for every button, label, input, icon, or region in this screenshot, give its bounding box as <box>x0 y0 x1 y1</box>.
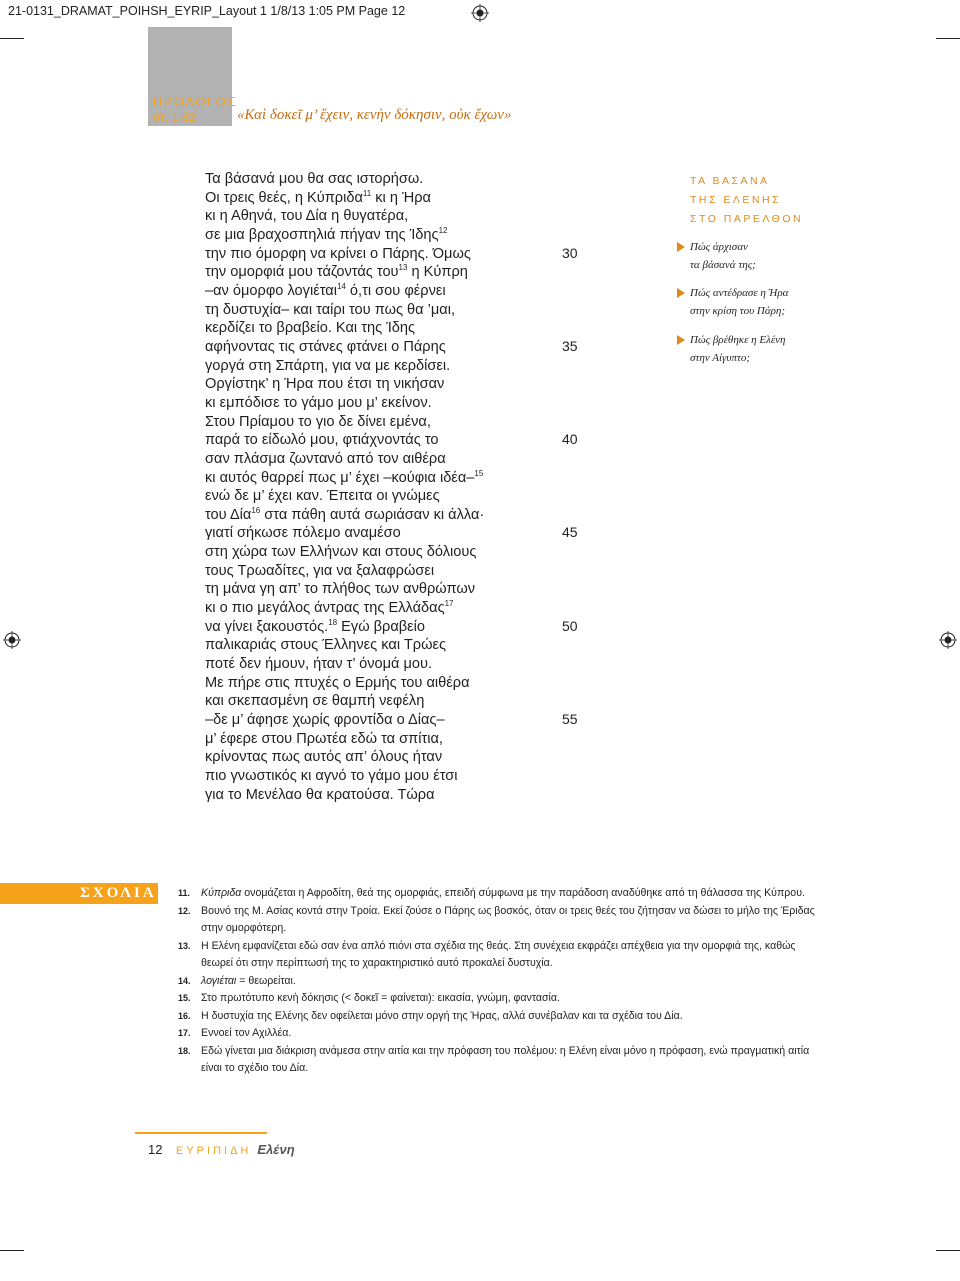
line-number: 50 <box>562 617 578 634</box>
arrow-bullet-icon <box>677 335 685 345</box>
verse-line-text: κι αυτός θαρρεί πως μ’ έχει –κούφια ιδέα– <box>205 469 475 486</box>
note-number: 12. <box>178 905 191 916</box>
note-item <box>178 903 816 938</box>
note-text: Στο πρωτότυπο κενὴ δόκησις (< δοκεῖ = φαίνεται): εικασία, γνώμη, φαντασία. <box>201 992 560 1004</box>
sidebar-question-text: τα βάσανά της; <box>690 259 756 271</box>
note-number: 14. <box>178 975 191 986</box>
note-text: Η Ελένη εμφανίζεται εδώ σαν ένα απλό πιόνι στα σχέδια της θεάς. Στη συνέχεια εκφράζει απέχθεια για την ομορφιά της, καθώς θεωρεί ότι στην περίπτωσή της το χαρακτηριστικό αυτό προκαλεί δυστυχία. <box>201 939 796 969</box>
registration-mark-icon <box>3 631 21 649</box>
verse-line-text: σε μια βραχοσπηλιά πήγαν της Ίδης <box>205 226 439 243</box>
sidebar-question-text: στην κρίση του Πάρη; <box>690 305 786 317</box>
sidebar-question <box>677 238 756 274</box>
registration-mark-icon <box>471 4 489 22</box>
note-item <box>178 1008 816 1026</box>
registration-mark-icon <box>939 631 957 649</box>
verse-line <box>205 394 484 413</box>
verse-line <box>205 748 484 767</box>
verse-line-text: σαν πλάσμα ζωντανό από τον αιθέρα <box>205 450 446 467</box>
verse-line-text: Στου Πρίαμου το γιο δε δίνει εμένα, <box>205 413 431 430</box>
verse-line <box>205 282 484 301</box>
verse-line <box>205 413 484 432</box>
verse-line <box>205 319 484 338</box>
verse-line <box>205 730 484 749</box>
crop-mark <box>936 38 960 39</box>
verse-line <box>205 543 484 562</box>
note-item <box>178 1025 816 1043</box>
crop-mark <box>936 1250 960 1251</box>
verse-line-text: την πιο όμορφη να κρίνει ο Πάρης. Όμως <box>205 245 471 262</box>
verse-line <box>205 226 484 245</box>
verse-line <box>205 580 484 599</box>
sidebar-question-text: στην Αίγυπτο; <box>690 352 751 364</box>
verse-line <box>205 786 484 805</box>
notes-list <box>178 885 816 1078</box>
sidebar-heading-line: ΣΤΟ ΠΑΡΕΛΘΟΝ <box>690 213 804 225</box>
verse-line-text: κι εμπόδισε το γάμο μου μ’ εκείνον. <box>205 394 432 411</box>
verse-line-text: να γίνει ξακουστός. <box>205 618 329 635</box>
notes-label: ΣΧΟΛΙΑ <box>80 885 157 901</box>
verse-line-text: τη δυστυχία– και ταίρι του πως θα ’μαι, <box>205 301 456 318</box>
verse-line <box>205 692 484 711</box>
note-text: Εννοεί τον Αχιλλέα. <box>201 1027 292 1039</box>
note-item <box>178 885 816 903</box>
verse-line <box>205 357 484 376</box>
note-text: ονομάζεται η Αφροδίτη, θεά της ομορφιάς, επειδή σύμφωνα με την παράδοση αναδύθηκε από τη θάλασσα της Κύπρου. <box>241 887 805 899</box>
verse-line-text: κρίνοντας πως αυτός απ’ όλους ήταν <box>205 749 443 766</box>
note-number: 18. <box>178 1045 191 1056</box>
verse-line-text: –δε μ’ άφησε χωρίς φροντίδα ο Δίας– <box>205 712 445 729</box>
verse-line-text: κι η Αθηνά, του Δία η θυγατέρα, <box>205 208 409 225</box>
verse-line-text: κερδίζει το βραβείο. Και της Ίδης <box>205 320 416 337</box>
verse-line-text: ποτέ δεν ήμουν, ήταν τ’ όνομά μου. <box>205 656 433 673</box>
verse-line-text: τους Τρωαδίτες, για να ξαλαφρώσει <box>205 562 435 579</box>
verse-line-text: ενώ δε μ’ έχει καν. Έπειτα οι γνώμες <box>205 488 440 505</box>
sidebar-heading-line: ΤΑ ΒΑΣΑΝΑ <box>690 175 770 187</box>
verse-line-text: μ’ έφερε στου Πρωτέα εδώ τα σπίτια, <box>205 730 443 747</box>
verse-line-text: ό,τι σου φέρνει <box>345 282 446 299</box>
verse-line-text: παρά το είδωλό μου, φτιάχνοντάς το <box>205 432 439 449</box>
verse-line <box>205 767 484 786</box>
verse-line <box>205 506 484 525</box>
verse-line <box>205 655 484 674</box>
verse-line-text: Εγώ βραβείο <box>337 618 426 635</box>
footer-author: ΕΥΡΙΠΙΔΗ <box>176 1145 252 1157</box>
verse-line <box>205 711 484 730</box>
verse-line-text: κι ο πιο μεγάλος άντρας της Ελλάδας <box>205 600 445 617</box>
verse-line <box>205 618 484 637</box>
note-term: λογιέται <box>201 974 237 987</box>
note-number: 16. <box>178 1010 191 1021</box>
slug-text: 21-0131_DRAMAT_POIHSH_EYRIP_Layout 1 1/8/13 1:05 PM Page 12 <box>8 4 406 18</box>
footnote-ref[interactable]: 17 <box>444 599 454 609</box>
verse-line <box>205 469 484 488</box>
note-item <box>178 1043 816 1078</box>
verse-line-text: γοργά στη Σπάρτη, για να με κερδίσει. <box>205 357 451 374</box>
note-text: = θεωρείται. <box>236 974 296 987</box>
footnote-ref[interactable]: 13 <box>398 263 408 273</box>
footnote-ref[interactable]: 11 <box>362 188 372 198</box>
verse-line-text: τη μάνα γη απ’ το πλήθος των ανθρώπων <box>205 581 476 598</box>
verse-line-text: και σκεπασμένη σε θαμπή νεφέλη <box>205 693 425 710</box>
sidebar-question <box>677 284 788 320</box>
verse-line-text: στη χώρα των Ελλήνων και στους δόλιους <box>205 544 477 561</box>
note-item <box>178 990 816 1008</box>
section-title: ΠΡΟΛΟΓΟΣ <box>153 94 237 109</box>
line-number: 30 <box>562 244 578 261</box>
page-number: 12 <box>148 1142 163 1157</box>
verse-line-text: Τα βάσανά μου θα σας ιστορήσω. <box>205 171 424 187</box>
verse-line <box>205 338 484 357</box>
verse-line <box>205 375 484 394</box>
verse-line-text: –αν όμορφο λογιέται <box>205 282 337 299</box>
sidebar-heading <box>690 172 803 229</box>
note-number: 15. <box>178 993 191 1003</box>
verse-line-text: πιο γνωστικός κι αγνό το γάμο μου έτσι <box>205 768 458 784</box>
arrow-bullet-icon <box>677 242 685 252</box>
note-number: 17. <box>178 1028 191 1038</box>
verse-line-text: Οργίστηκ’ η Ήρα που έτσι τη νικήσαν <box>205 376 445 393</box>
crop-mark <box>0 38 24 39</box>
verse-line <box>205 599 484 618</box>
footer-rule <box>135 1132 267 1134</box>
verse-line-text: Οι τρεις θεές, η Κύπριδα <box>205 189 363 206</box>
verse-line-text: Με πήρε στις πτυχές ο Ερμής του αιθέρα <box>205 674 470 691</box>
section-line-range: στ. 1-82 <box>153 110 196 124</box>
verse-line <box>205 636 484 655</box>
note-text: Βουνό της Μ. Ασίας κοντά στην Τροία. Εκεί ζούσε ο Πάρης ως βοσκός, όταν οι τρεις θεές του ζήτησαν να δώσει το μήλο της Έριδας στην ομορφότερη. <box>201 904 815 934</box>
note-text: Η δυστυχία της Ελένης δεν οφείλεται μόνο στην οργή της Ήρας, αλλά συνέβαλαν και τα σχέδια του Δία. <box>201 1009 683 1022</box>
verse-line <box>205 524 484 543</box>
footer-play: Ελένη <box>257 1142 295 1157</box>
verse-line <box>205 245 484 264</box>
sidebar-heading-line: ΤΗΣ ΕΛΕΝΗΣ <box>690 194 782 206</box>
footnote-ref[interactable]: 14 <box>336 281 346 291</box>
verse-line-text: την ομορφιά μου τάζοντάς του <box>205 264 399 281</box>
verse-line <box>205 263 484 282</box>
verse-line <box>205 431 484 450</box>
sidebar-question-text: Πώς βρέθηκε η Ελένη <box>690 334 786 346</box>
verse-line-text: γιατί σήκωσε πόλεμο αναμέσο <box>205 525 401 542</box>
arrow-bullet-icon <box>677 288 685 298</box>
verse-line-text: του Δία <box>205 506 252 523</box>
crop-mark <box>0 1250 24 1251</box>
verse-line <box>205 674 484 693</box>
note-item <box>178 973 816 991</box>
note-item <box>178 938 816 973</box>
verse-line-text: παλικαριάς στους Έλληνες και Τρώες <box>205 637 446 654</box>
verse-line <box>205 301 484 320</box>
footnote-ref[interactable]: 12 <box>438 225 448 235</box>
sidebar-question <box>677 331 786 367</box>
note-text: Εδώ γίνεται μια διάκριση ανάμεσα στην αιτία και την πρόφαση του πολέμου: η Ελένη είναι μόνο η πρόφαση, ενώ πραγματική αιτία είναι το σχέδιο του Δία. <box>201 1044 810 1074</box>
sidebar-question-text: Πώς αντέδρασε η Ήρα <box>690 287 789 299</box>
verse-line <box>205 562 484 581</box>
verse-line <box>205 207 484 226</box>
sidebar-question-text: Πώς άρχισαν <box>690 241 748 253</box>
verse-line-text: για το Μενέλαο θα κρατούσα. Τώρα <box>205 786 435 803</box>
epigraph: «Καὶ δοκεῖ μ’ ἔχειν, κενὴν δόκησιν, οὐκ ἔχων» <box>237 107 512 123</box>
verse-text <box>205 170 484 804</box>
verse-line-text: στα πάθη αυτά σωριάσαν κι άλλα· <box>260 506 485 523</box>
line-number: 35 <box>562 337 578 354</box>
line-number: 40 <box>562 431 578 448</box>
note-term: Κύπριδα <box>201 887 242 899</box>
verse-line-text: αφήνοντας τις στάνες φτάνει ο Πάρης <box>205 338 446 355</box>
footnote-ref[interactable]: 16 <box>251 505 261 515</box>
footnote-ref[interactable]: 18 <box>328 617 338 627</box>
footnote-ref[interactable]: 15 <box>474 468 484 478</box>
running-footer <box>176 1142 295 1157</box>
note-number: 13. <box>178 940 191 951</box>
line-number: 45 <box>562 524 578 541</box>
line-number: 55 <box>562 710 578 727</box>
verse-line <box>205 487 484 506</box>
note-number: 11. <box>178 888 191 898</box>
verse-line-text: κι η Ήρα <box>371 189 431 206</box>
verse-line <box>205 170 484 189</box>
verse-line <box>205 450 484 469</box>
verse-line-text: η Κύπρη <box>407 264 468 281</box>
verse-line <box>205 189 484 208</box>
